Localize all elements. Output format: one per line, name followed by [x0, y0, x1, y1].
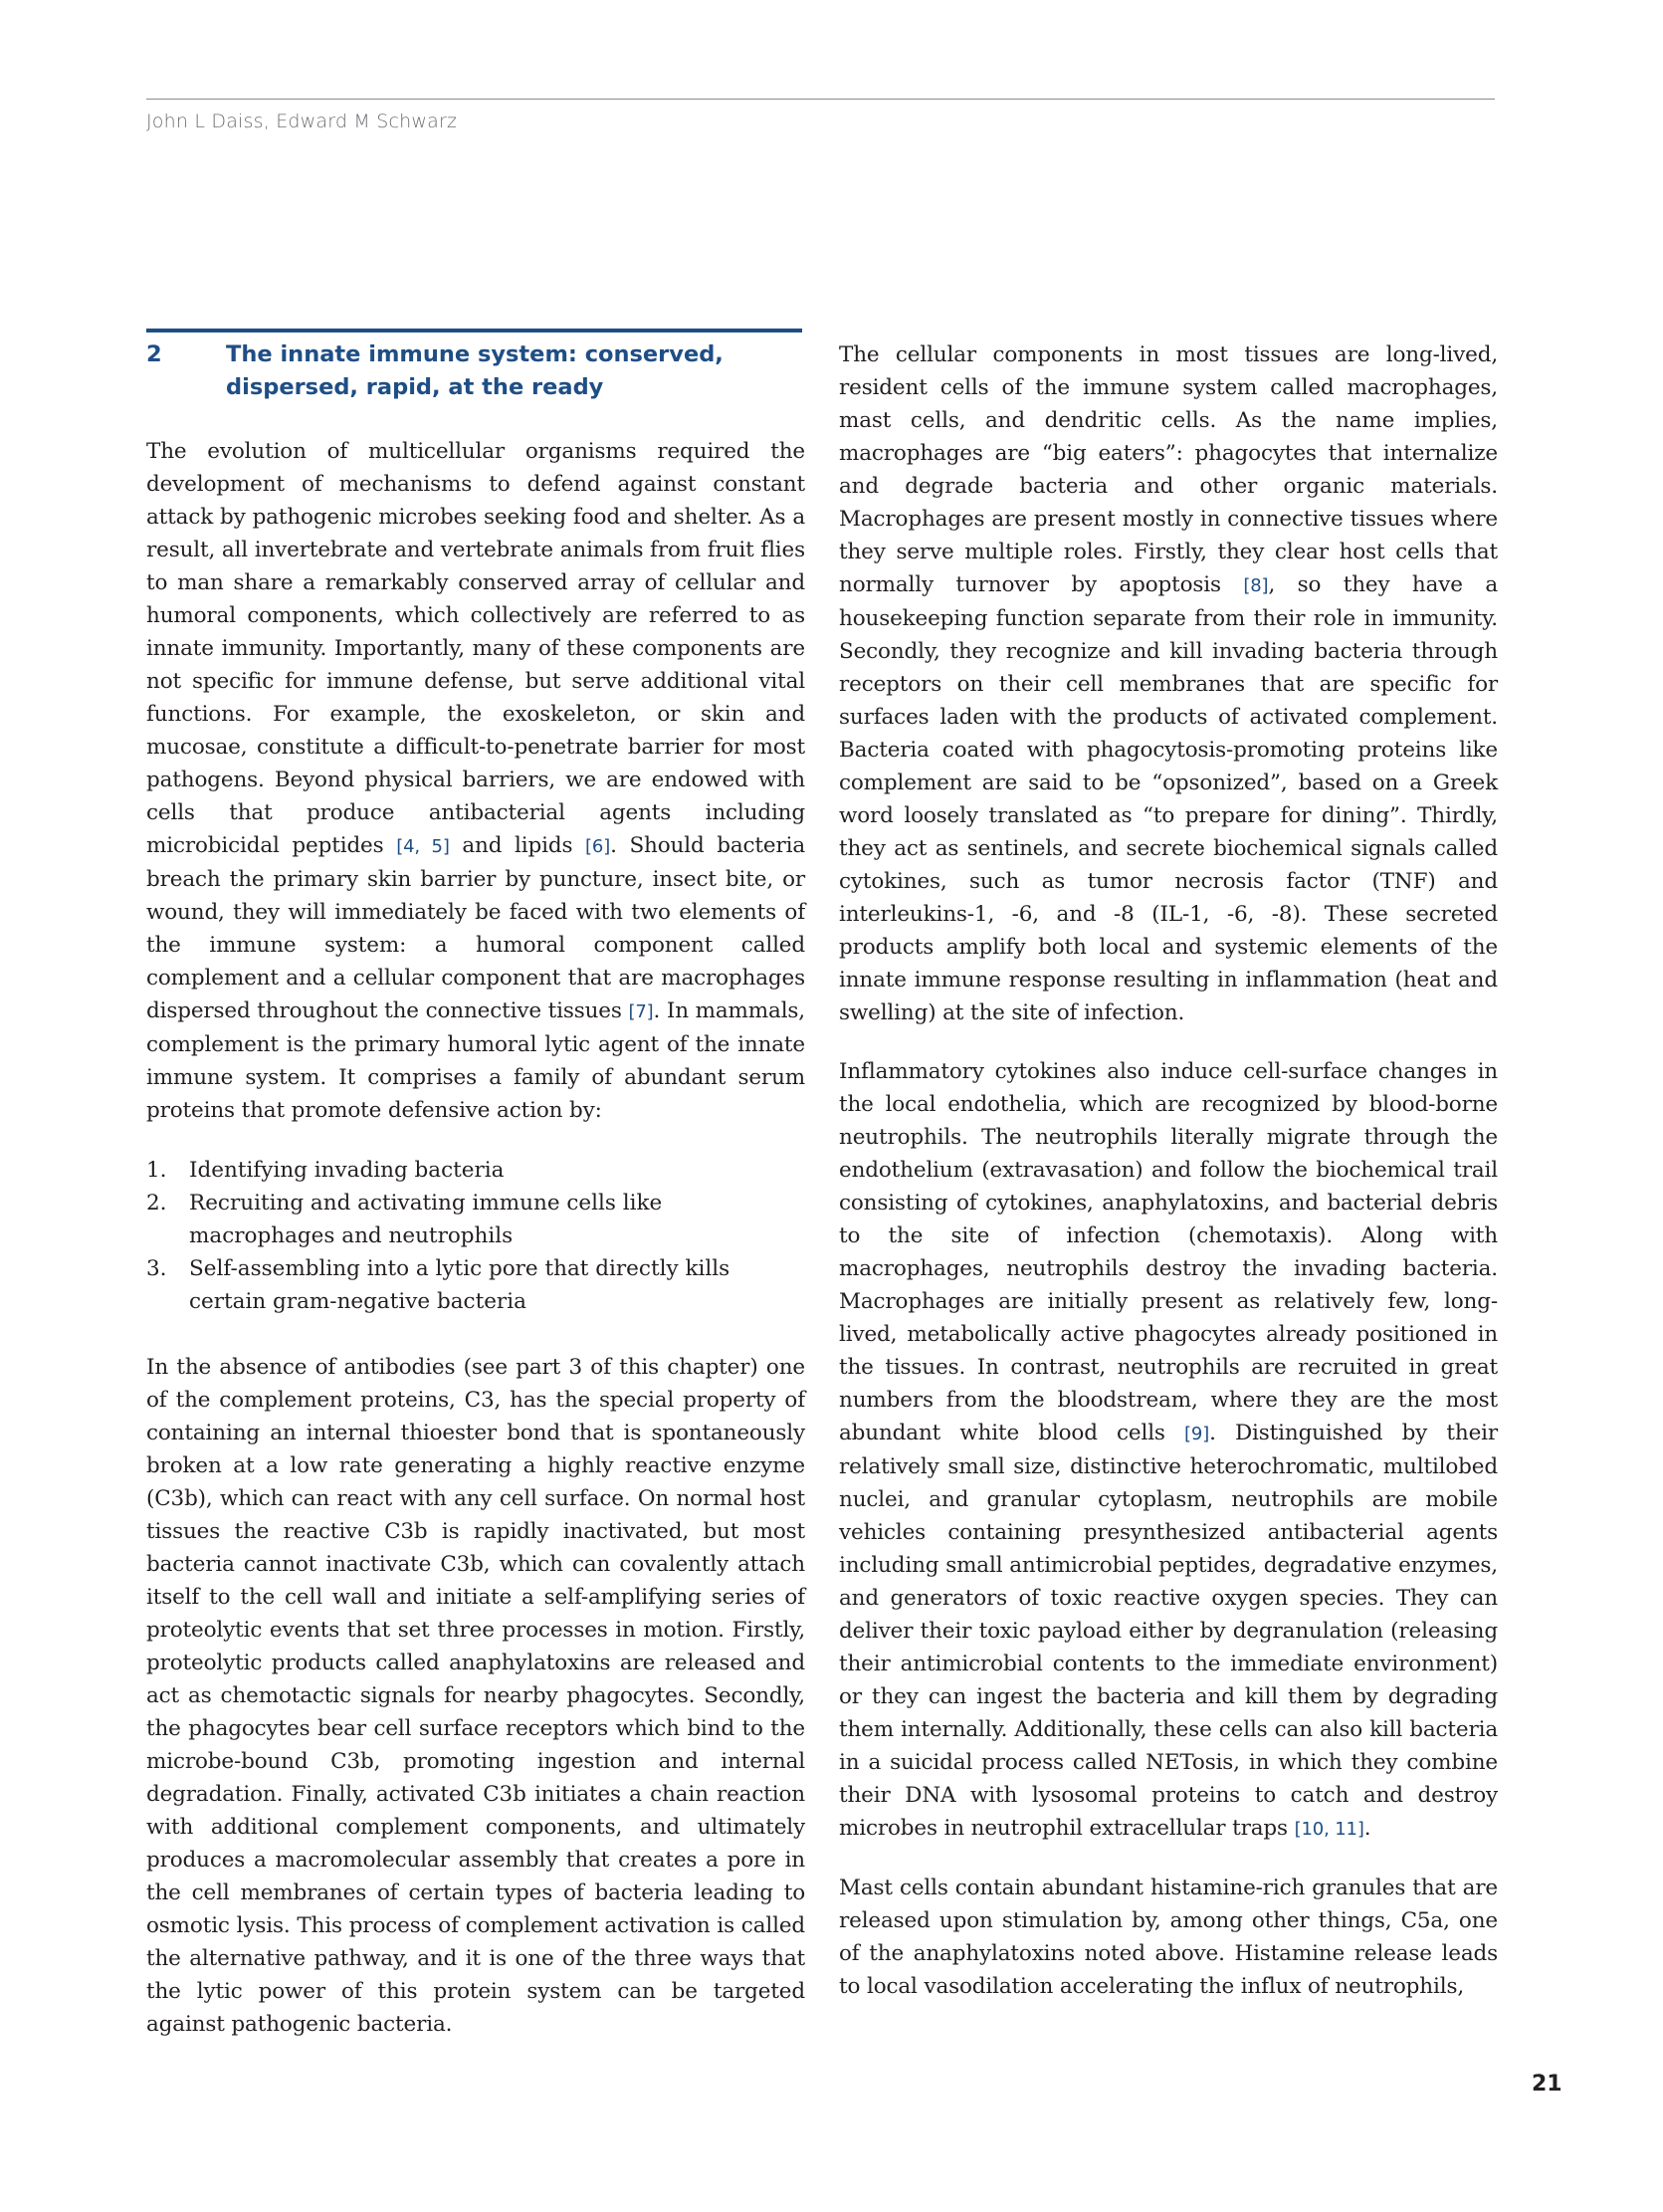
list-item-number: 1.	[146, 1158, 167, 1183]
list-item	[146, 1154, 805, 1187]
right-p2-text-c: .	[1363, 1816, 1371, 1841]
right-paragraph-3: Mast cells contain abundant histamine-rich granules that are released upon stimulation by, among other things, C5a, one of the anaphylatoxins noted above. Histamine release leads to local vasodilation accelerating the influx of neutrophils,	[839, 1876, 1498, 1999]
right-p1-text-a: The cellular components in most tissues are long-lived, resident cells of the immune system called macrophages, mast cells, and dendritic cells. As the name implies, macrophages are “big eaters”: phagocytes that internalize and degrade bacteria and other organic materials. Macrophages are present mostly in connective tissues where they serve multiple roles. Firstly, they clear host cells that normally turnover by apoptosis	[839, 342, 1498, 597]
list-item	[146, 1187, 805, 1252]
left-paragraph-1	[146, 435, 805, 1127]
left-p1-text-c: . Should bacteria breach the primary skin barrier by puncture, insect bite, or wound, they will immediately be faced with two elements of the immune system: a humoral component called complement and a cellular component that are macrophages dispersed throughout the connective tissues	[146, 833, 806, 1023]
running-head-authors: John L Daiss, Edward M Schwarz	[146, 111, 458, 132]
left-paragraph-2: In the absence of antibodies (see part 3 of this chapter) one of the complement proteins, C3, has the special property of containing an internal thioester bond that is spontaneously broken at a low rate generating a highly reactive enzyme (C3b), which can react with any cell surface. On normal host tissues the reactive C3b is rapidly inactivated, but most bacteria cannot inactivate C3b, which can covalently attach itself to the cell wall and initiate a self-amplifying series of proteolytic events that set three processes in motion. Firstly, proteolytic products called anaphylatoxins are released and act as chemotactic signals for nearby phagocytes. Secondly, the phagocytes bear cell surface receptors which bind to the microbe-bound C3b, promoting ingestion and internal degradation. Finally, activated C3b initiates a chain reaction with additional complement components, and ultimately produces a macromolecular assembly that creates a pore in the cell membranes of certain types of bacteria leading to osmotic lysis. This process of complement activation is called the alternative pathway, and it is one of the three ways that the lytic power of this protein system can be targeted against pathogenic bacteria.	[146, 1355, 805, 2037]
list-item-text: Self-assembling into a lytic pore that directly kills certain gram-negative bacteria	[189, 1256, 730, 1314]
right-paragraph-2	[839, 1055, 1498, 1846]
section-title: The innate immune system: conserved, dispersed, rapid, at the ready	[226, 341, 724, 400]
list-item-text: Identifying invading bacteria	[189, 1158, 505, 1183]
list-item	[146, 1252, 805, 1318]
section-number: 2	[146, 341, 162, 367]
section-heading-rule	[146, 329, 802, 332]
citation-6[interactable]: [6]	[585, 836, 611, 857]
left-p1-text-d: . In mammals, complement is the primary humoral lytic agent of the innate immune system. It comprises a family of abundant serum proteins that promote defensive action by:	[146, 998, 805, 1123]
right-p1-text-b: , so they have a housekeeping function separate from their role in immunity. Secondly, they recognize and kill invading bacteria through receptors on their cell membranes that are specific for surfaces laden with the products of activated complement. Bacteria coated with phagocytosis-promoting proteins like complement are said to be “opsonized”, based on a Greek word loosely translated as “to prepare for dining”. Thirdly, they act as sentinels, and secrete biochemical signals called cytokines, such as tumor necrosis factor (TNF) and interleukins-1, -6, and -8 (IL-1, -6, -8). These secreted products amplify both local and systemic elements of the innate immune response resulting in inflammation (heat and swelling) at the site of infection.	[839, 572, 1498, 1025]
citation-7[interactable]: [7]	[628, 1001, 654, 1022]
header-rule	[146, 99, 1495, 100]
list-item-text: Recruiting and activating immune cells like macrophages and neutrophils	[189, 1191, 663, 1248]
citation-10-11[interactable]: [10, 11]	[1294, 1819, 1364, 1840]
citation-9[interactable]: [9]	[1184, 1424, 1210, 1444]
right-p2-text-a: Inflammatory cytokines also induce cell-surface changes in the local endothelia, which are recognized by blood-borne neutrophils. The neutrophils literally migrate through the endothelium (extravasation) and follow the biochemical trail consisting of cytokines, anaphylatoxins, and bacterial debris to the site of infection (chemotaxis). Along with macrophages, neutrophils destroy the invading bacteria. Macrophages are initially present as relatively few, long-lived, metabolically active phagocytes already positioned in the tissues. In contrast, neutrophils are recruited in great numbers from the bloodstream, where they are the most abundant white blood cells	[839, 1059, 1498, 1445]
citation-8[interactable]: [8]	[1243, 575, 1269, 596]
list-item-number: 2.	[146, 1191, 167, 1216]
right-paragraph-1	[839, 338, 1498, 1029]
left-p1-text-b: and lipids	[449, 833, 586, 858]
complement-actions-list	[146, 1154, 805, 1318]
citation-4-5[interactable]: [4, 5]	[396, 836, 450, 857]
right-p2-text-b: . Distinguished by their relatively small size, distinctive heterochromatic, multilobed nuclei, and granular cytoplasm, neutrophils are mobile vehicles containing presynthesized antibacterial agents including small antimicrobial peptides, degradative enzymes, and generators of toxic reactive oxygen species. They can deliver their toxic payload either by degranulation (releasing their antimicrobial contents to the immediate environment) or they can ingest the bacteria and kill them by degrading them internally. Additionally, these cells can also kill bacteria in a suicidal process called NETosis, in which they combine their DNA with lysosomal proteins to catch and destroy microbes in neutrophil extracellular traps	[839, 1421, 1498, 1841]
page-number: 21	[1532, 2072, 1562, 2097]
list-item-number: 3.	[146, 1256, 167, 1281]
left-p1-text-a: The evolution of multicellular organisms required the development of mechanisms to defend against constant attack by pathogenic microbes seeking food and shelter. As a result, all invertebrate and vertebrate animals from fruit flies to man share a remarkably conserved array of cellular and humoral components, which collectively are referred to as innate immunity. Importantly, many of these components are not specific for immune defense, but serve additional vital functions. For example, the exoskeleton, or skin and mucosae, constitute a difficult-to-penetrate barrier for most pathogens. Beyond physical barriers, we are endowed with cells that produce antibacterial agents including microbicidal peptides	[146, 439, 805, 858]
